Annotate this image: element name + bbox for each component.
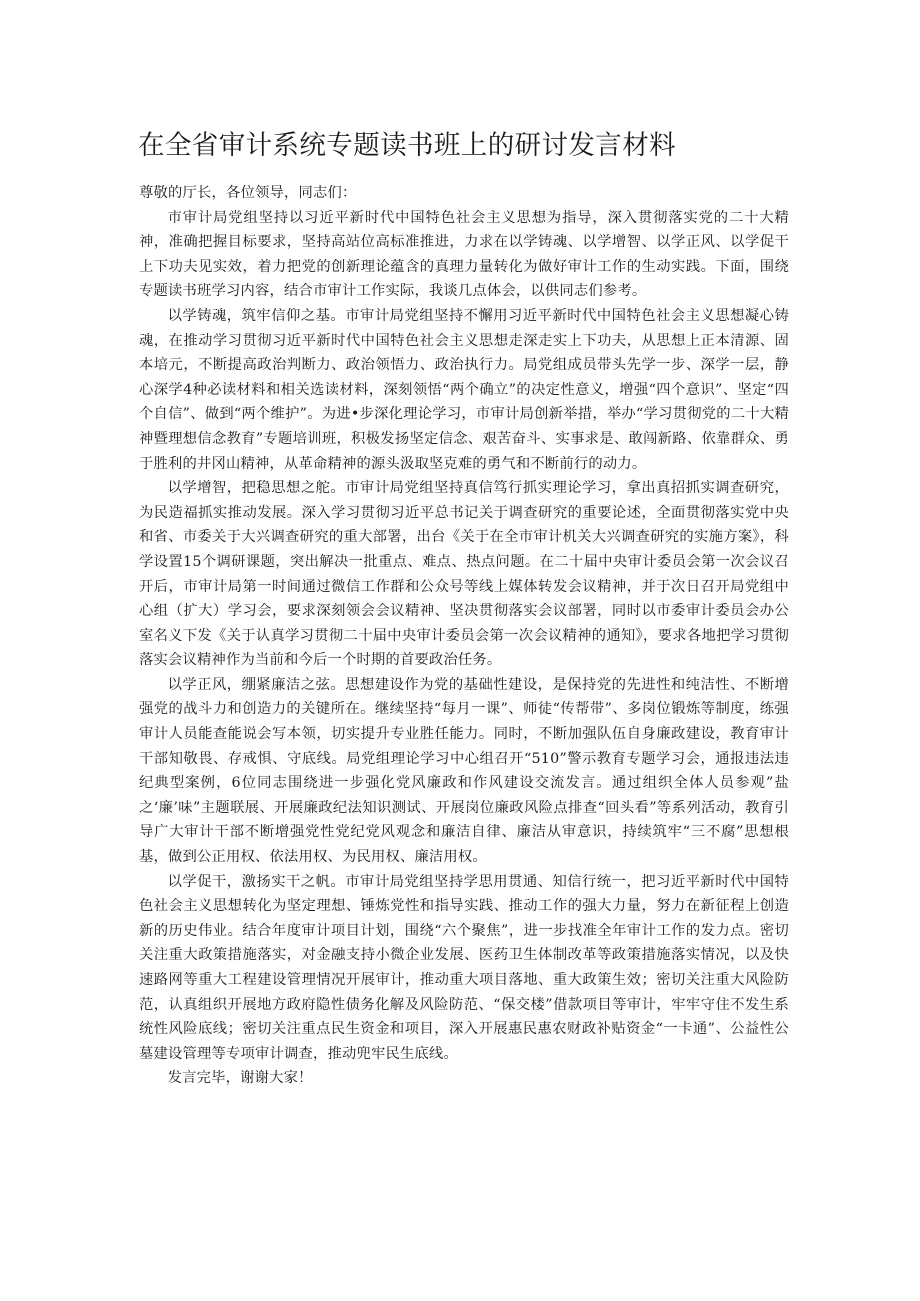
paragraph-closing: 发言完毕，谢谢大家！ — [167, 1070, 313, 1087]
paragraph-wisdom: 以学增智，把稳思想之舵。市审计局党组坚持真信笃行抓实理论学习，拿出真招抓实调查研究，为民造福抓实推动发展。深入学习贯彻习近平总书记关于调查研究的重要论述，全面贯彻落实党中央和省、市委关于大兴调查研究的重大部署，出台《关于在全市审计机关大兴调查研究的实施方案》，科学设置15个调研课题，突出解决一批重点、难点、热点问题。在二十届中央审计委员会第一次会议召开后，市审计局第一时间通过微信工作群和公众号等线上媒体转发会议精神，并于次日召开局党组中心组（扩大）学习会，要求深刻领会会议精神、坚决贯彻落实会议部署，同时以市委审计委员会办公室名义下发《关于认真学习贯彻二十届中央审计委员会第一次会议精神的通知》，要求各地把学习贯彻落实会议精神作为当前和今后一个时期的首要政治任务。 — [139, 480, 789, 669]
document-title: 在全省审计系统专题读书班上的研讨发言材料 — [138, 130, 676, 161]
paragraph-soul: 以学铸魂，筑牢信仰之基。市审计局党组坚持不懈用习近平新时代中国特色社会主义思想凝心铸魂，在推动学习贯彻习近平新时代中国特色社会主义思想走深走实上下功夫，从思想上正本清源、固本培元，不断提高政治判断力、政治领悟力、政治执行力。局党组成员带头先学一步、深学一层，静心深学4种必读材料和相关选读材料，深刻领悟“两个确立”的决定性意义，增强“四个意识”、坚定“四个自信”、做到“两个维护”。为进•步深化理论学习，市审计局创新举措，举办“学习贯彻党的二十大精神暨理想信念教育”专题培训班，积极发扬坚定信念、艰苦奋斗、实事求是、敢闯新路、依靠群众、勇于胜利的井冈山精神，从革命精神的源头汲取坚克难的勇气和不断前行的动力。 — [139, 307, 789, 472]
paragraph-intro: 市审计局党组坚持以习近平新时代中国特色社会主义思想为指导，深入贯彻落实党的二十大精神，准确把握目标要求，坚持高站位高标准推进，力求在以学铸魂、以学增智、以学正风、以学促干上下功夫见实效，着力把党的创新理论蕴含的真理力量转化为做好审计工作的生动实践。下面，围绕专题读书班学习内容，结合市审计工作实际，我谈几点体会，以供同志们参考。 — [139, 209, 789, 300]
document-body — [139, 181, 789, 1091]
salutation: 尊敬的厅长，各位领导，同志们： — [139, 185, 357, 201]
paragraph-integrity: 以学正风，绷紧廉洁之弦。思想建设作为党的基础性建设，是保持党的先进性和纯洁性、不断增强党的战斗力和创造力的关键所在。继续坚持“每月一课”、师徒“传帮带”、多岗位锻炼等制度，练强审计人员能查能说会写本领，切实提升专业胜任能力。同时，不断加强队伍自身廉政建设，教育审计干部知敬畏、存戒惧、守底线。局党组理论学习中心组召开“510”警示教育专题学习会，通报违法违纪典型案例，6位同志围绕进一步强化党风廉政和作风建设交流发言。通过组织全体人员参观”盐之‘廉’味”主题联展、开展廉政纪法知识测试、开展岗位廉政风险点排查“回头看”等系列活动，教育引导广大审计干部不断增强党性党纪党风观念和廉洁自律、廉洁从审意识，持续筑牢“三不腐”思想根基，做到公正用权、依法用权、为民用权、廉洁用权。 — [139, 676, 789, 866]
paragraph-action: 以学促干，激扬实干之帆。市审计局党组坚持学思用贯通、知信行统一，把习近平新时代中国特色社会主义思想转化为坚定理想、锤炼党性和指导实践、推动工作的强大力量，努力在新征程上创造新的历史伟业。结合年度审计项目计划，围绕“六个聚焦”，进一步找准全年审计工作的发力点。密切关注重大政策措施落实，对金融支持小微企业发展、医药卫生体制改革等政策措施落实情况，以及快速路网等重大工程建设管理情况开展审计，推动重大项目落地、重大政策生效；密切关注重大风险防范，认真组织开展地方政府隐性债务化解及风险防范、“保交楼”借款项目等审计，牢牢守住不发生系统性风险底线；密切关注重点民生资金和项目，深入开展惠民惠农财政补贴资金“一卡通”、公益性公墓建设管理等专项审计调查，推动兜牢民生底线。 — [139, 873, 789, 1062]
